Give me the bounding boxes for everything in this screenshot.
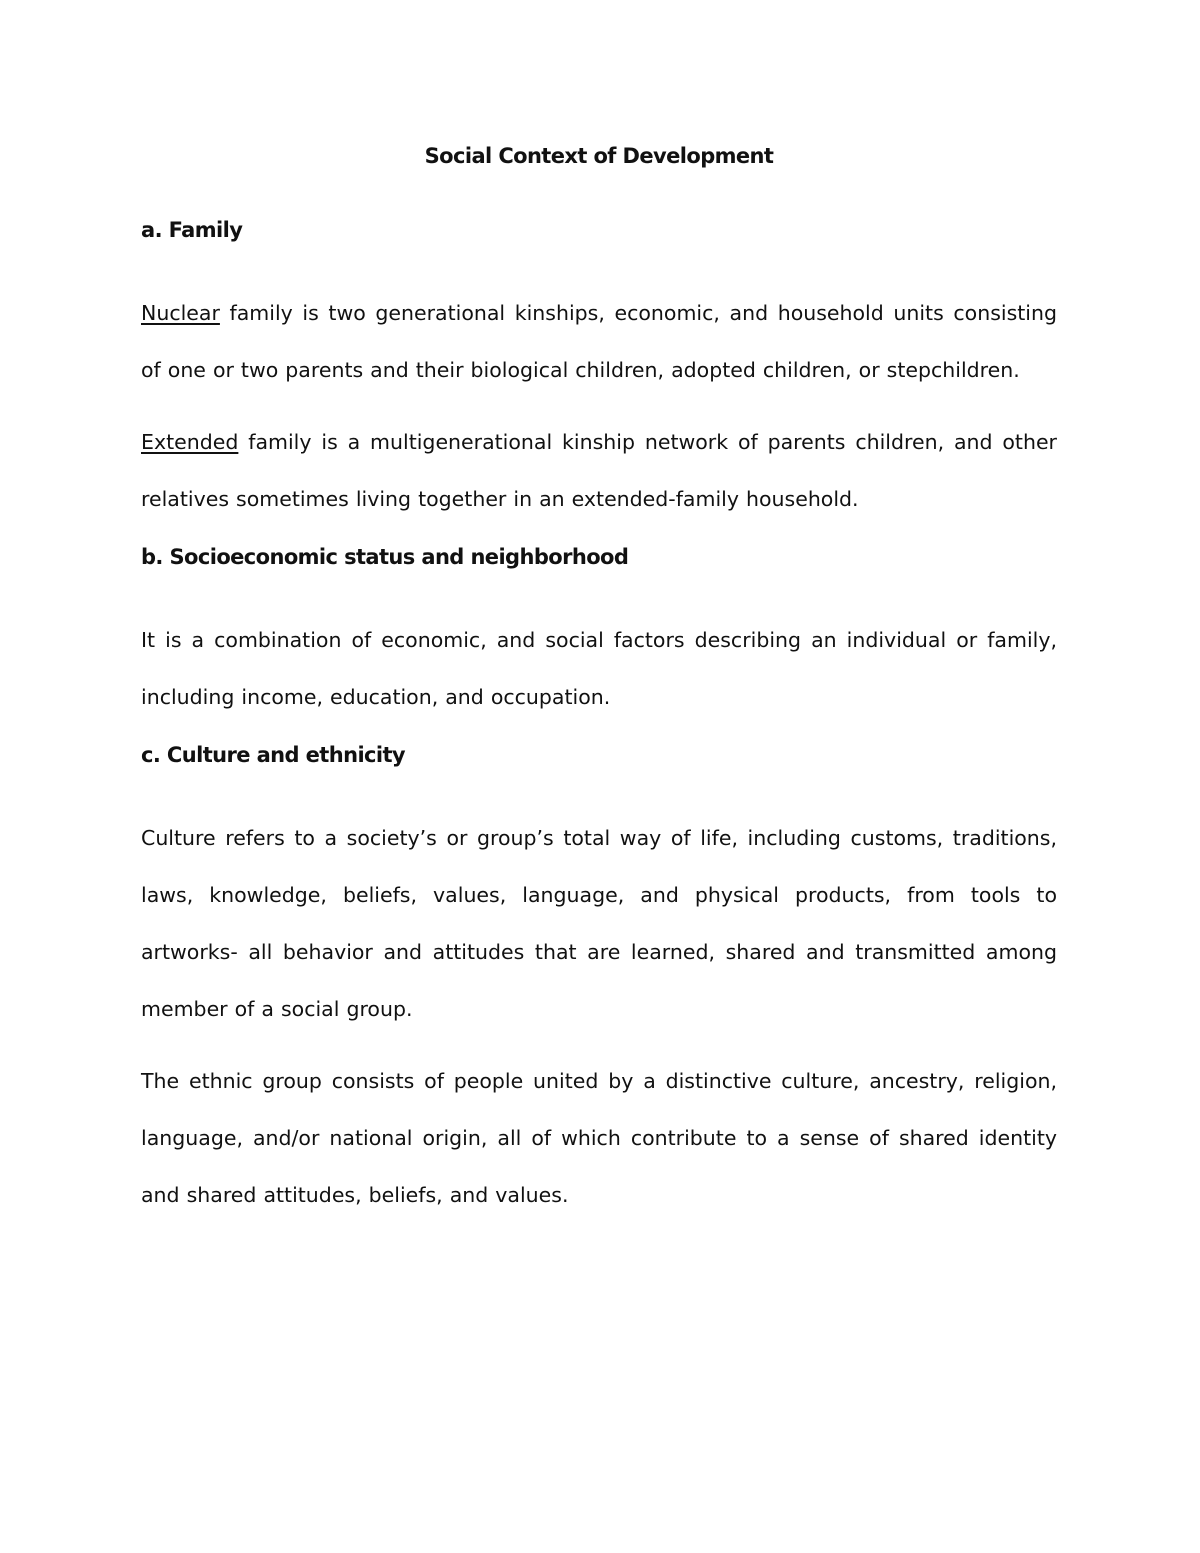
term-nuclear: Nuclear (141, 301, 220, 325)
section-heading-culture: c. Culture and ethnicity (141, 743, 406, 767)
paragraph-socioeconomic: It is a combination of economic, and social factors describing an individual or family, including income, education, and occupation. (141, 628, 1057, 709)
term-extended: Extended (141, 430, 239, 454)
extended-definition: family is a multigenerational kinship network of parents children, and other relatives sometimes living together in an extended-family household. (141, 430, 1057, 511)
paragraph-extended-family (141, 414, 1057, 528)
document-body (141, 140, 1057, 1239)
paragraph-nuclear-family (141, 285, 1057, 399)
paragraph-ethnicity: The ethnic group consists of people united by a distinctive culture, ancestry, religion, language, and/or national origin, all of which contribute to a sense of shared identity and shared attitudes, beliefs, and values. (141, 1069, 1057, 1207)
page-title: Social Context of Development (424, 144, 774, 168)
nuclear-definition: family is two generational kinships, economic, and household units consisting of one or two parents and their biological children, adopted children, or stepchildren. (141, 301, 1057, 382)
section-heading-family: a. Family (141, 218, 243, 242)
paragraph-culture: Culture refers to a society’s or group’s total way of life, including customs, traditions, laws, knowledge, beliefs, values, language, and physical products, from tools to artworks- all behavior and attitudes that are learned, shared and transmitted among member of a social group. (141, 826, 1057, 1021)
section-heading-socioeconomic: b. Socioeconomic status and neighborhood (141, 545, 629, 569)
